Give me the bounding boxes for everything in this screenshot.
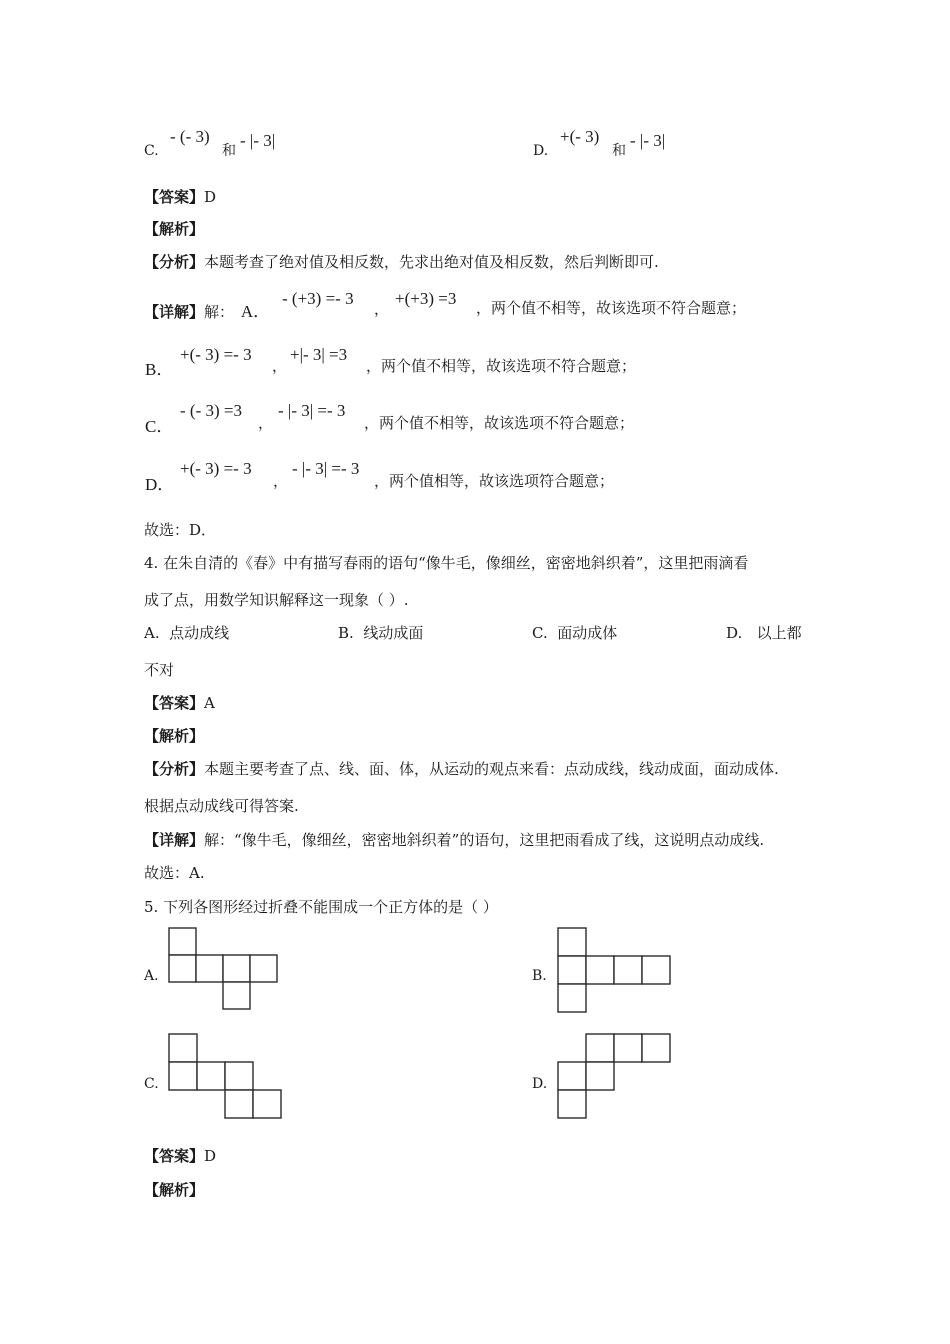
row-d-expr2: - |- 3| =- 3 (292, 459, 360, 478)
row-d-letter: D． (145, 475, 175, 494)
q4-option-a-letter: A. (144, 624, 160, 642)
prev-fenxi (144, 251, 659, 272)
q5-stem: 5. 下列各图形经过折叠不能围成一个正方体的是（ ） (144, 898, 498, 916)
row-b-letter: B． (145, 360, 174, 379)
analysis-label: 【解析】 (144, 220, 205, 238)
row-d-sep: ， (273, 472, 289, 490)
q5-answer-label: 【答案】 (144, 1147, 205, 1165)
q4-option-d-wrap: 不对 (144, 661, 175, 679)
q5-net-b-figure (550, 922, 680, 1022)
q5-option-b-letter: B. (532, 968, 547, 984)
q4-fenxi-text: 本题主要考查了点、线、面、体，从运动的观点来看：点动成线，线动成面，面动成体. (204, 760, 779, 778)
q4-option-c-letter: C. (532, 624, 548, 642)
fenxi-label: 【分析】 (144, 253, 205, 271)
row-a-expr2: +(+3) =3 (395, 289, 457, 308)
q4-option-d-text: 以上都 (756, 624, 802, 642)
q5-net-a-figure (160, 922, 284, 1022)
xiangjie-row-a (144, 297, 270, 322)
q4-xiangjie-text: 解：“像牛毛，像细丝，密密地斜织着”的语句，这里把雨看成了线，这说明点动成线. (204, 831, 765, 849)
row-c-tail: ，两个值不相等，故该选项不符合题意； (364, 414, 635, 432)
q4-option-b-letter: B. (338, 624, 354, 642)
row-b-sep: ， (272, 357, 288, 375)
q4-answer-label: 【答案】 (144, 694, 205, 712)
row-c-expr2: - |- 3| =- 3 (278, 401, 346, 420)
q4-stem-line2: 成了点，用数学知识解释这一现象（ ）. (144, 591, 409, 609)
answer-value: D (204, 188, 217, 206)
q4-stem-line1: 4. 在朱自清的《春》中有描写春雨的语句“像牛毛，像细丝，密密地斜织着”，这里把雨滴看 (144, 554, 749, 572)
q4-option-a (144, 622, 229, 643)
row-c-letter: C． (145, 417, 174, 436)
q5-net-c-figure (160, 1030, 290, 1125)
row-a-sep: ， (374, 300, 390, 318)
q4-option-c (532, 622, 617, 643)
prev-conclusion: 故选：D． (144, 521, 217, 539)
q4-analysis-label: 【解析】 (144, 727, 205, 745)
q5-answer-value: D (204, 1147, 217, 1165)
option-c-he: 和 (222, 143, 236, 159)
q5-option-a-letter: A. (144, 968, 159, 984)
q4-xiangjie-label: 【详解】 (144, 831, 205, 849)
row-d-expr1: +(- 3) =- 3 (180, 459, 252, 478)
prev-answer (144, 186, 216, 207)
q4-conclusion: 故选：A. (144, 864, 205, 882)
q4-xiangjie (144, 829, 764, 850)
q4-option-c-text: 面动成体 (557, 624, 618, 642)
q5-option-c-letter: C. (144, 1076, 159, 1092)
row-d-tail: ，两个值相等，故该选项符合题意； (374, 472, 615, 490)
row-b-tail: ，两个值不相等，故该选项不符合题意； (366, 357, 637, 375)
option-d-expr-b: - |- 3| (630, 131, 666, 150)
option-d-letter: D. (533, 143, 549, 159)
q4-fenxi (144, 758, 779, 779)
q5-net-d-figure (550, 1030, 680, 1125)
q4-option-d (726, 622, 802, 643)
row-c-sep: ， (258, 414, 274, 432)
answer-label: 【答案】 (144, 188, 205, 206)
row-b-expr1: +(- 3) =- 3 (180, 345, 252, 364)
fenxi-text: 本题考查了绝对值及相反数，先求出绝对值及相反数，然后判断即可. (204, 253, 659, 271)
row-a-expr1: - (+3) =- 3 (282, 289, 354, 308)
option-d-he: 和 (612, 143, 626, 159)
q4-option-a-text: 点动成线 (169, 624, 230, 642)
xiangjie-label: 【详解】 (144, 303, 205, 321)
row-a-tail: ，两个值不相等，故该选项不符合题意； (476, 299, 747, 317)
q5-analysis-label: 【解析】 (144, 1181, 205, 1199)
q5-option-d-letter: D. (532, 1076, 548, 1092)
option-c-expr-b: - |- 3| (240, 131, 276, 150)
row-b-expr2: +|- 3| =3 (290, 345, 348, 364)
xiangjie-intro: 解： (204, 303, 235, 321)
row-a-letter: A． (240, 302, 271, 321)
option-d-expr-a: +(- 3) (560, 127, 600, 146)
q4-option-b-text: 线动成面 (363, 624, 424, 642)
q5-answer (144, 1145, 216, 1166)
q4-option-d-letter: D. (726, 624, 743, 642)
option-c-expr-a: - (- 3) (170, 127, 210, 146)
q4-fenxi-line2: 根据点动成线可得答案. (144, 797, 299, 815)
q4-fenxi-label: 【分析】 (144, 760, 205, 778)
option-c-letter: C. (144, 143, 159, 159)
q4-option-b (338, 622, 423, 643)
q4-answer (144, 692, 215, 713)
q4-answer-value: A (204, 694, 215, 712)
row-c-expr1: - (- 3) =3 (180, 401, 242, 420)
